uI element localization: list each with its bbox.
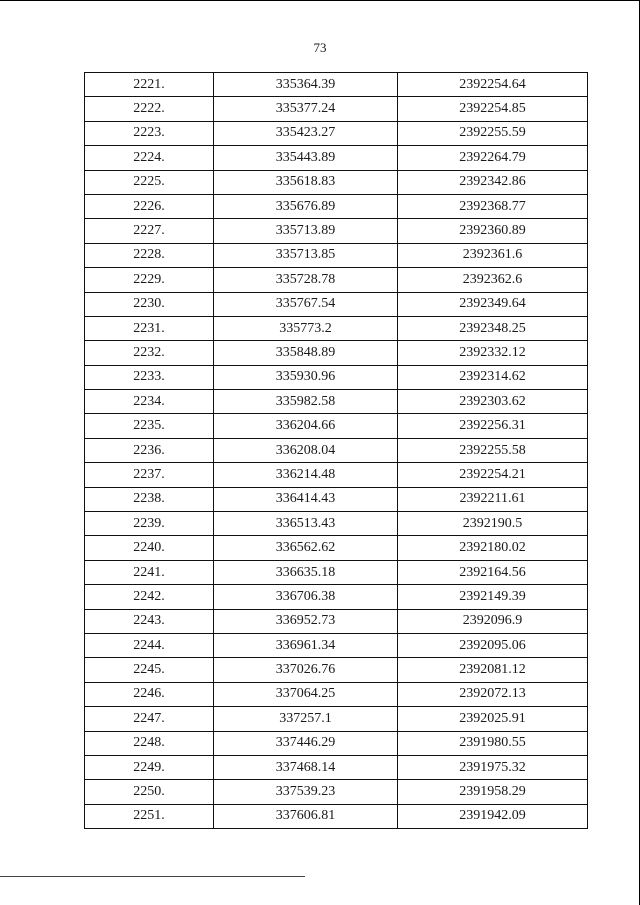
y-coordinate-cell: 2392254.64 bbox=[398, 73, 588, 97]
x-coordinate-cell: 337606.81 bbox=[214, 804, 398, 828]
y-coordinate-cell: 2392081.12 bbox=[398, 658, 588, 682]
table-row bbox=[85, 73, 588, 97]
table-row bbox=[85, 97, 588, 121]
x-coordinate-cell: 335773.2 bbox=[214, 316, 398, 340]
table-row bbox=[85, 121, 588, 145]
table-row bbox=[85, 633, 588, 657]
x-coordinate-cell: 336208.04 bbox=[214, 438, 398, 462]
table-row bbox=[85, 609, 588, 633]
y-coordinate-cell: 2392362.6 bbox=[398, 268, 588, 292]
x-coordinate-cell: 337064.25 bbox=[214, 682, 398, 706]
point-number-cell: 2249. bbox=[85, 755, 214, 779]
y-coordinate-cell: 2392256.31 bbox=[398, 414, 588, 438]
coordinates-table-body bbox=[85, 73, 588, 829]
point-number-cell: 2247. bbox=[85, 707, 214, 731]
page-number: 73 bbox=[313, 40, 327, 55]
x-coordinate-cell: 335443.89 bbox=[214, 146, 398, 170]
table-row bbox=[85, 731, 588, 755]
table-row bbox=[85, 268, 588, 292]
x-coordinate-cell: 337257.1 bbox=[214, 707, 398, 731]
x-coordinate-cell: 336204.66 bbox=[214, 414, 398, 438]
y-coordinate-cell: 2392348.25 bbox=[398, 316, 588, 340]
point-number-cell: 2236. bbox=[85, 438, 214, 462]
x-coordinate-cell: 336414.43 bbox=[214, 487, 398, 511]
table-row bbox=[85, 780, 588, 804]
x-coordinate-cell: 335364.39 bbox=[214, 73, 398, 97]
y-coordinate-cell: 2392211.61 bbox=[398, 487, 588, 511]
point-number-cell: 2229. bbox=[85, 268, 214, 292]
y-coordinate-cell: 2392149.39 bbox=[398, 585, 588, 609]
x-coordinate-cell: 335982.58 bbox=[214, 390, 398, 414]
point-number-cell: 2231. bbox=[85, 316, 214, 340]
table-row bbox=[85, 438, 588, 462]
x-coordinate-cell: 335767.54 bbox=[214, 292, 398, 316]
table-row bbox=[85, 804, 588, 828]
table-row bbox=[85, 585, 588, 609]
point-number-cell: 2245. bbox=[85, 658, 214, 682]
x-coordinate-cell: 336513.43 bbox=[214, 512, 398, 536]
coordinates-table bbox=[84, 72, 588, 829]
x-coordinate-cell: 335848.89 bbox=[214, 341, 398, 365]
table-row bbox=[85, 341, 588, 365]
y-coordinate-cell: 2391958.29 bbox=[398, 780, 588, 804]
y-coordinate-cell: 2392342.86 bbox=[398, 170, 588, 194]
point-number-cell: 2238. bbox=[85, 487, 214, 511]
point-number-cell: 2241. bbox=[85, 560, 214, 584]
table-row bbox=[85, 487, 588, 511]
point-number-cell: 2232. bbox=[85, 341, 214, 365]
point-number-cell: 2237. bbox=[85, 463, 214, 487]
point-number-cell: 2235. bbox=[85, 414, 214, 438]
point-number-cell: 2227. bbox=[85, 219, 214, 243]
x-coordinate-cell: 336562.62 bbox=[214, 536, 398, 560]
y-coordinate-cell: 2392095.06 bbox=[398, 633, 588, 657]
x-coordinate-cell: 335728.78 bbox=[214, 268, 398, 292]
y-coordinate-cell: 2392360.89 bbox=[398, 219, 588, 243]
table-row bbox=[85, 658, 588, 682]
x-coordinate-cell: 336952.73 bbox=[214, 609, 398, 633]
point-number-cell: 2243. bbox=[85, 609, 214, 633]
y-coordinate-cell: 2391975.32 bbox=[398, 755, 588, 779]
table-row bbox=[85, 316, 588, 340]
point-number-cell: 2239. bbox=[85, 512, 214, 536]
y-coordinate-cell: 2392164.56 bbox=[398, 560, 588, 584]
table-row bbox=[85, 170, 588, 194]
y-coordinate-cell: 2392349.64 bbox=[398, 292, 588, 316]
y-coordinate-cell: 2392025.91 bbox=[398, 707, 588, 731]
x-coordinate-cell: 337446.29 bbox=[214, 731, 398, 755]
y-coordinate-cell: 2392255.59 bbox=[398, 121, 588, 145]
table-row bbox=[85, 414, 588, 438]
point-number-cell: 2234. bbox=[85, 390, 214, 414]
point-number-cell: 2225. bbox=[85, 170, 214, 194]
x-coordinate-cell: 337468.14 bbox=[214, 755, 398, 779]
y-coordinate-cell: 2392180.02 bbox=[398, 536, 588, 560]
x-coordinate-cell: 337539.23 bbox=[214, 780, 398, 804]
point-number-cell: 2226. bbox=[85, 194, 214, 218]
x-coordinate-cell: 336706.38 bbox=[214, 585, 398, 609]
table-row bbox=[85, 755, 588, 779]
x-coordinate-cell: 335713.89 bbox=[214, 219, 398, 243]
point-number-cell: 2222. bbox=[85, 97, 214, 121]
x-coordinate-cell: 336214.48 bbox=[214, 463, 398, 487]
y-coordinate-cell: 2392303.62 bbox=[398, 390, 588, 414]
point-number-cell: 2221. bbox=[85, 73, 214, 97]
y-coordinate-cell: 2392264.79 bbox=[398, 146, 588, 170]
x-coordinate-cell: 335930.96 bbox=[214, 365, 398, 389]
point-number-cell: 2240. bbox=[85, 536, 214, 560]
y-coordinate-cell: 2392254.85 bbox=[398, 97, 588, 121]
y-coordinate-cell: 2392072.13 bbox=[398, 682, 588, 706]
table-row bbox=[85, 682, 588, 706]
table-row bbox=[85, 365, 588, 389]
table-row bbox=[85, 463, 588, 487]
point-number-cell: 2248. bbox=[85, 731, 214, 755]
x-coordinate-cell: 335377.24 bbox=[214, 97, 398, 121]
y-coordinate-cell: 2391980.55 bbox=[398, 731, 588, 755]
table-row bbox=[85, 560, 588, 584]
y-coordinate-cell: 2392314.62 bbox=[398, 365, 588, 389]
y-coordinate-cell: 2391942.09 bbox=[398, 804, 588, 828]
table-row bbox=[85, 536, 588, 560]
table-row bbox=[85, 707, 588, 731]
table-row bbox=[85, 194, 588, 218]
point-number-cell: 2223. bbox=[85, 121, 214, 145]
x-coordinate-cell: 336635.18 bbox=[214, 560, 398, 584]
y-coordinate-cell: 2392096.9 bbox=[398, 609, 588, 633]
table-row bbox=[85, 292, 588, 316]
table-row bbox=[85, 146, 588, 170]
y-coordinate-cell: 2392361.6 bbox=[398, 243, 588, 267]
point-number-cell: 2251. bbox=[85, 804, 214, 828]
point-number-cell: 2230. bbox=[85, 292, 214, 316]
x-coordinate-cell: 335618.83 bbox=[214, 170, 398, 194]
y-coordinate-cell: 2392368.77 bbox=[398, 194, 588, 218]
point-number-cell: 2224. bbox=[85, 146, 214, 170]
point-number-cell: 2242. bbox=[85, 585, 214, 609]
y-coordinate-cell: 2392255.58 bbox=[398, 438, 588, 462]
x-coordinate-cell: 336961.34 bbox=[214, 633, 398, 657]
table-row bbox=[85, 219, 588, 243]
point-number-cell: 2228. bbox=[85, 243, 214, 267]
point-number-cell: 2244. bbox=[85, 633, 214, 657]
x-coordinate-cell: 335713.85 bbox=[214, 243, 398, 267]
page-border-top bbox=[0, 0, 640, 1]
footer-rule bbox=[0, 876, 305, 877]
table-row bbox=[85, 512, 588, 536]
y-coordinate-cell: 2392254.21 bbox=[398, 463, 588, 487]
y-coordinate-cell: 2392190.5 bbox=[398, 512, 588, 536]
point-number-cell: 2246. bbox=[85, 682, 214, 706]
x-coordinate-cell: 335676.89 bbox=[214, 194, 398, 218]
table-row bbox=[85, 243, 588, 267]
x-coordinate-cell: 335423.27 bbox=[214, 121, 398, 145]
point-number-cell: 2250. bbox=[85, 780, 214, 804]
y-coordinate-cell: 2392332.12 bbox=[398, 341, 588, 365]
point-number-cell: 2233. bbox=[85, 365, 214, 389]
table-row bbox=[85, 390, 588, 414]
x-coordinate-cell: 337026.76 bbox=[214, 658, 398, 682]
